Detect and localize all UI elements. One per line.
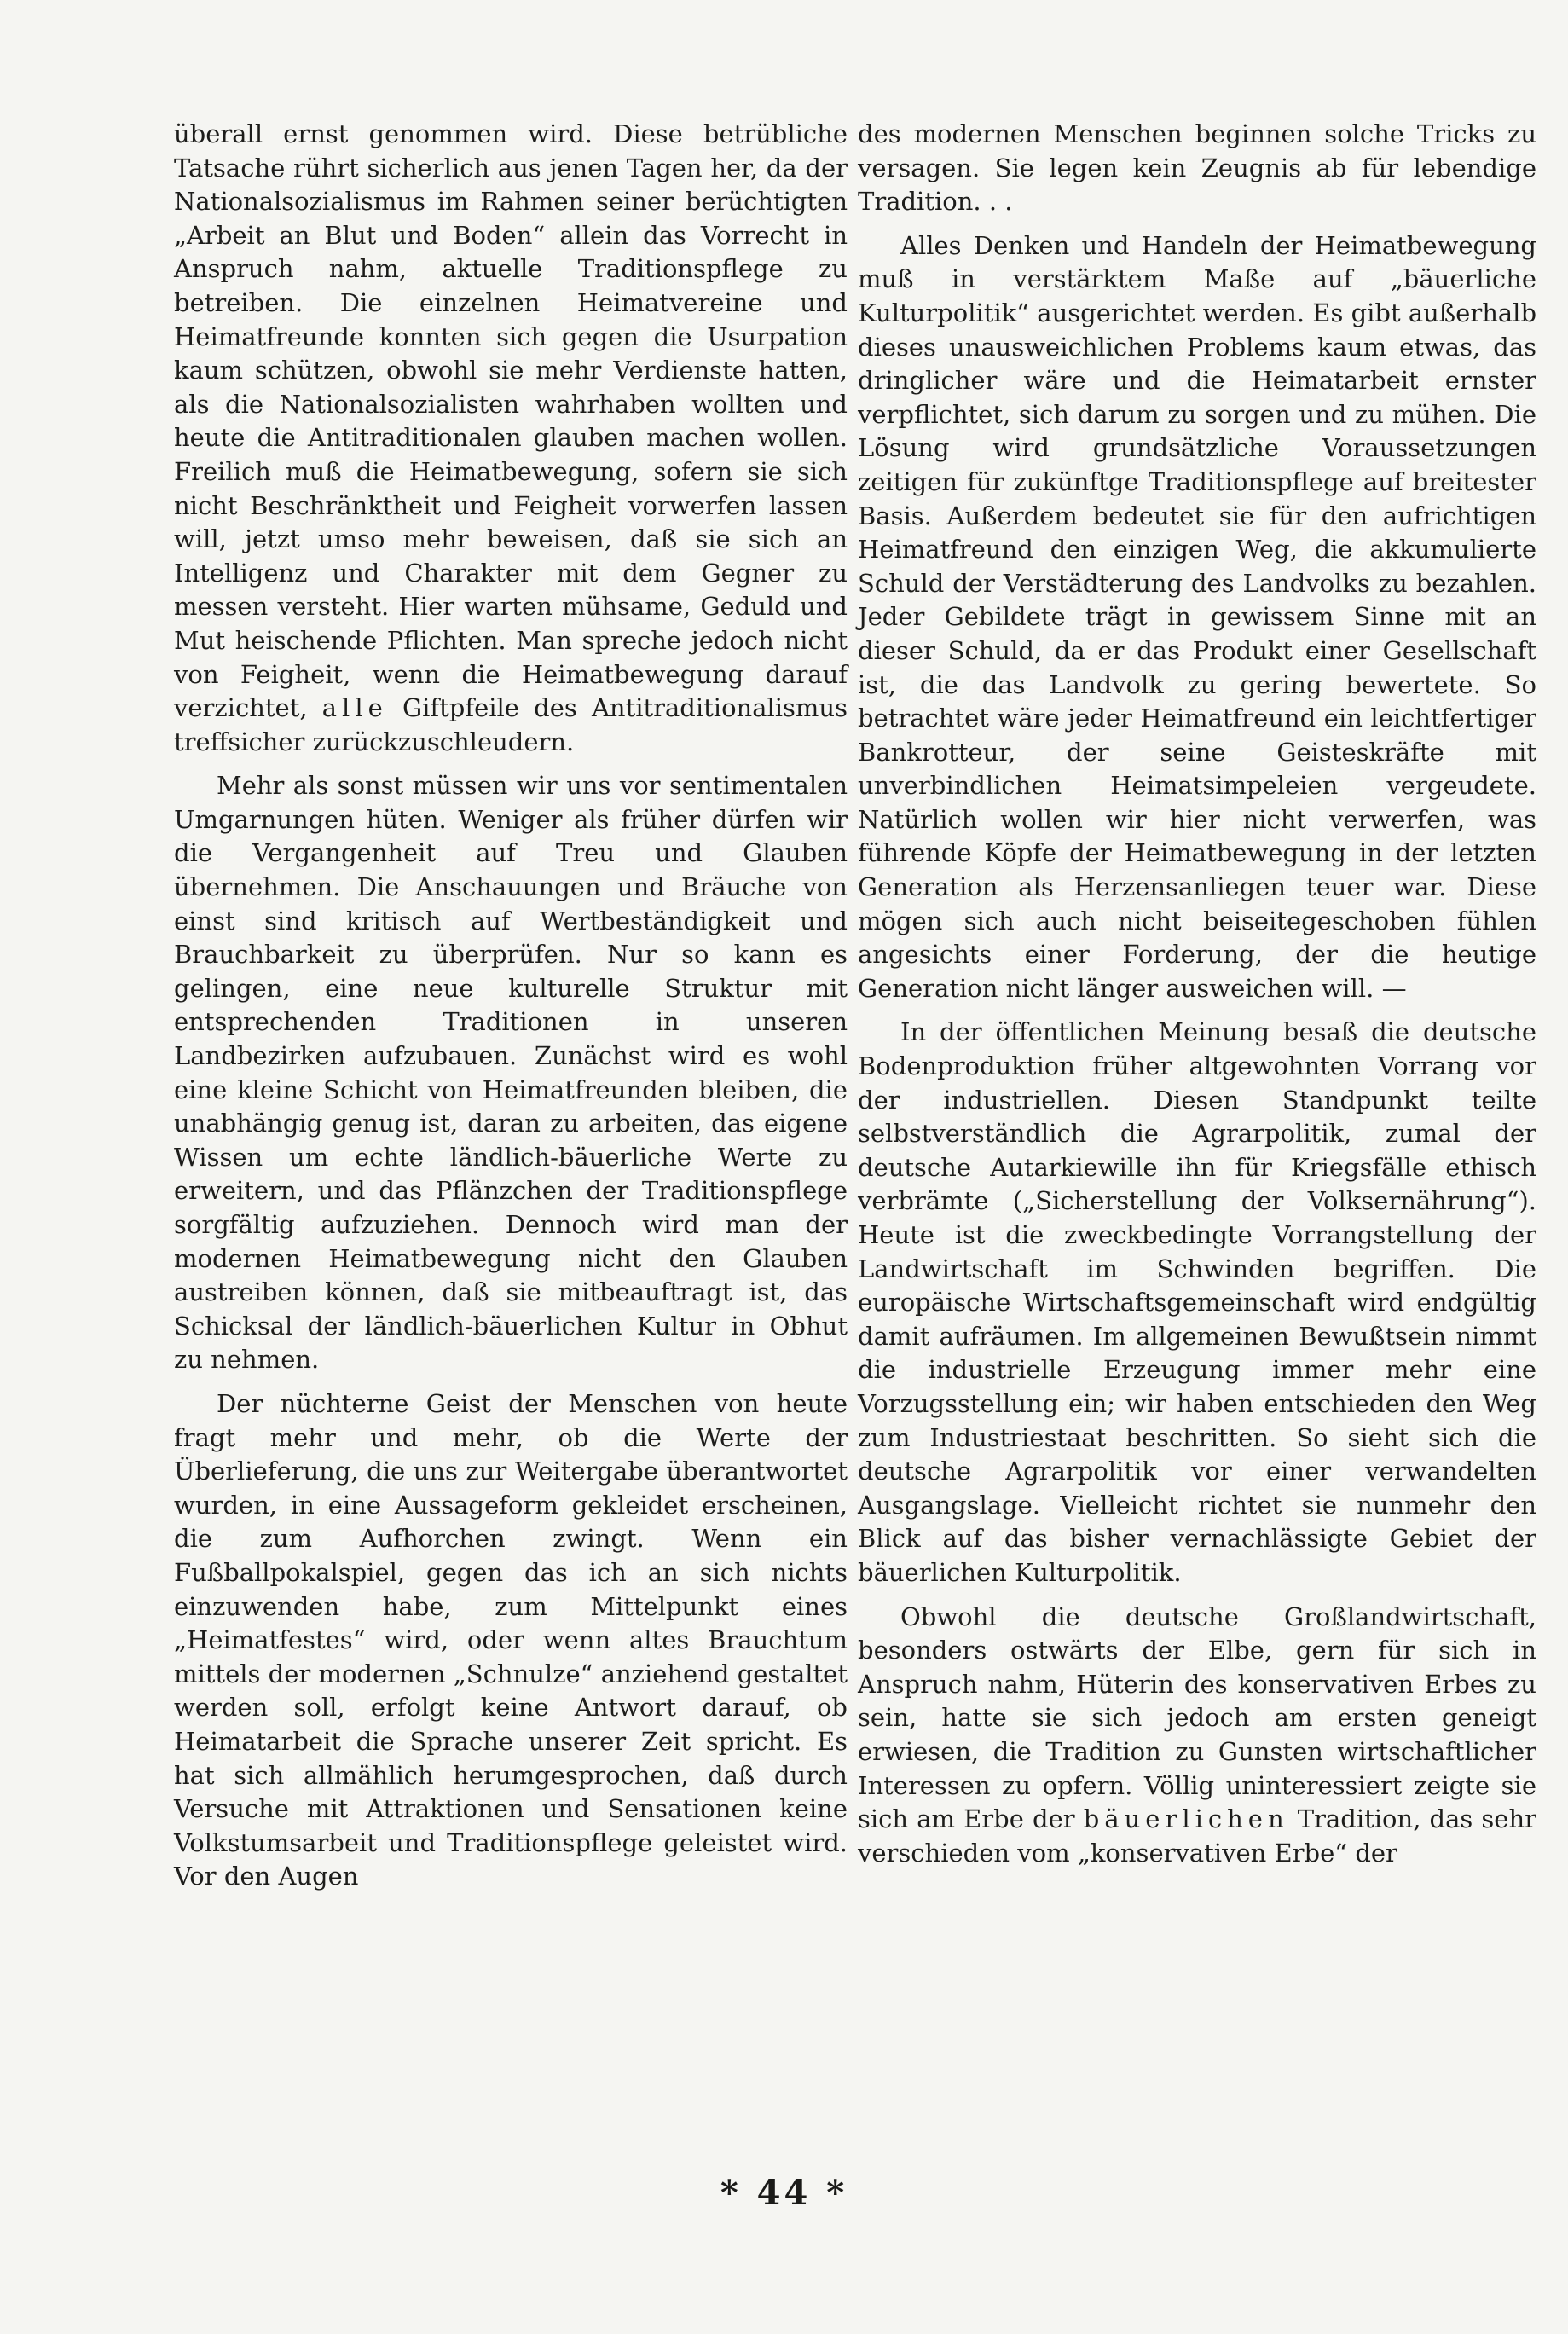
- paragraph: Der nüchterne Geist der Menschen von heute fragt mehr und mehr, ob die Werte der Überlieferung, die uns zur Weitergabe überantwortet wurden, in eine Aussageform gekleidet erscheinen, die zum Aufhorchen zwingt. Wenn ein Fußballpokalspiel, gegen das ich an sich nichts einzuwenden habe, zum Mittelpunkt eines „Heimatfestes“ wird, oder wenn altes Brauchtum mittels der modernen „Schnulze“ anziehend gestaltet werden soll, erfolgt keine Antwort darauf, ob Heimatarbeit die Sprache unserer Zeit spricht. Es hat sich allmählich herumgesprochen, daß durch Versuche mit Attraktionen und Sensationen keine Volkstumsarbeit und Traditionspflege geleistet wird. Vor den Augen: [174, 1388, 848, 1891]
- emphasized-word: alle: [321, 693, 388, 723]
- right-column: [858, 118, 1536, 1880]
- paragraph-text: Obwohl die deutsche Großlandwirtschaft, besonders ostwärts der Elbe, gern für sich in Anspruch nahm, Hüterin des konservativen Erbes zu sein, hatte sie sich jedoch am ersten geneigt erwiesen, die Tradition zu Gunsten wirtschaftlicher Interessen zu opfern. Völlig uninteressiert zeigte sie sich am Erbe der: [858, 1601, 1536, 1834]
- paragraph-text: überall ernst genommen wird. Diese betrübliche Tatsache rührt sicherlich aus jenen Tagen her, da der Nationalsozialismus im Rahmen seiner berüchtigten „Arbeit an Blut und Boden“ allein das Vorrecht in Anspruch nahm, aktuelle Traditionspflege zu betreiben. Die einzelnen Heimatvereine und Heimatfreunde konnten sich gegen die Usurpation kaum schützen, obwohl sie mehr Verdienste hatten, als die Nationalsozialisten wahrhaben wollten und heute die Antitraditionalen glauben machen wollen. Freilich muß die Heimatbewegung, sofern sie sich nicht Beschränktheit und Feigheit vorwerfen lassen will, jetzt umso mehr beweisen, daß sie sich an Intelligenz und Charakter mit dem Gegner zu messen versteht. Hier warten mühsame, Geduld und Mut heischende Pflichten. Man spreche jedoch nicht von Feigheit, wenn die Heimatbewegung darauf verzichtet,: [174, 119, 848, 723]
- paragraph: In der öffentlichen Meinung besaß die deutsche Bodenproduktion früher altgewohnten Vorrang vor der industriellen. Diesen Standpunkt teilte selbstverständlich die Agrarpolitik, zumal der deutsche Autarkiewille ihn für Kriegsfälle ethisch verbrämte („Sicherstellung der Volksernährung“). Heute ist die zweckbedingte Vorrangstellung der Landwirtschaft im Schwinden begriffen. Die europäische Wirtschaftsgemeinschaft wird endgültig damit aufräumen. Im allgemeinen Bewußtsein nimmt die industrielle Erzeugung immer mehr eine Vorzugsstellung ein; wir haben entschieden den Weg zum Industriestaat beschritten. So sieht sich die deutsche Agrarpolitik vor einer verwandelten Ausgangslage. Vielleicht richtet sie nunmehr den Blick auf das bisher vernachlässigte Gebiet der bäuerlichen Kulturpolitik.: [858, 1017, 1536, 1587]
- paragraph: Alles Denken und Handeln der Heimatbewegung muß in verstärktem Maße auf „bäuerliche Kulturpolitik“ ausgerichtet werden. Es gibt außerhalb dieses unausweichlichen Problems kaum etwas, das dringlicher wäre und die Heimatarbeit ernster verpflichtet, sich darum zu sorgen und zu mühen. Die Lösung wird grundsätzliche Voraussetzungen zeitigen für zukünftge Traditionspflege auf breitester Basis. Außerdem bedeutet sie für den aufrichtigen Heimatfreund den einzigen Weg, die akkumulierte Schuld der Verstädterung des Landvolks zu bezahlen. Jeder Gebildete trägt in gewissem Sinne mit an dieser Schuld, da er das Produkt einer Gesellschaft ist, die das Landvolk zu gering bewertete. So betrachtet wäre jeder Heimatfreund ein leichtfertiger Bankrotteur, der seine Geisteskräfte mit unverbindlichen Heimatsimpeleien vergeudete. Natürlich wollen wir hier nicht verwerfen, was führende Köpfe der Heimatbewegung in der letzten Generation als Herzensanliegen teuer war. Diese mögen sich auch nicht beiseitegeschoben fühlen angesichts einer Forderung, der die heutige Generation nicht länger ausweichen will. —: [858, 230, 1537, 1003]
- paragraph-text: Giftpfeile des Antitraditionalismus treffsicher zurückzuschleudern.: [174, 693, 848, 756]
- paragraph: des modernen Menschen beginnen solche Tricks zu versagen. Sie legen kein Zeugnis ab für lebendige Tradition. . .: [858, 119, 1536, 217]
- paragraph: Mehr als sonst müssen wir uns vor sentimentalen Umgarnungen hüten. Weniger als früher dürfen wir die Vergangenheit auf Treu und Glauben übernehmen. Die Anschauungen und Bräuche von einst sind kritisch auf Wertbeständigkeit und Brauchbarkeit zu überprüfen. Nur so kann es gelingen, eine neue kulturelle Struktur mit entsprechenden Traditionen in unseren Landbezirken aufzubauen. Zunächst wird es wohl eine kleine Schicht von Heimatfreunden bleiben, die unabhängig genug ist, daran zu arbeiten, das eigene Wissen um echte ländlich-bäuerliche Werte zu erweitern, und das Pflänzchen der Traditionspflege sorgfältig aufzuziehen. Dennoch wird man der modernen Heimatbewegung nicht den Glauben austreiben können, daß sie mitbeauftragt ist, das Schicksal der ländlich-bäuerlichen Kultur in Obhut zu nehmen.: [174, 771, 848, 1375]
- emphasized-word: bäuerlichen: [1083, 1804, 1289, 1834]
- paragraph-text: Tradition, das sehr verschieden vom „konservativen Erbe“ der: [858, 1804, 1537, 1868]
- paragraph: [858, 1601, 1536, 1871]
- left-column: [174, 118, 848, 1904]
- page-number: * 44 *: [720, 2173, 848, 2213]
- paragraph: [174, 118, 848, 759]
